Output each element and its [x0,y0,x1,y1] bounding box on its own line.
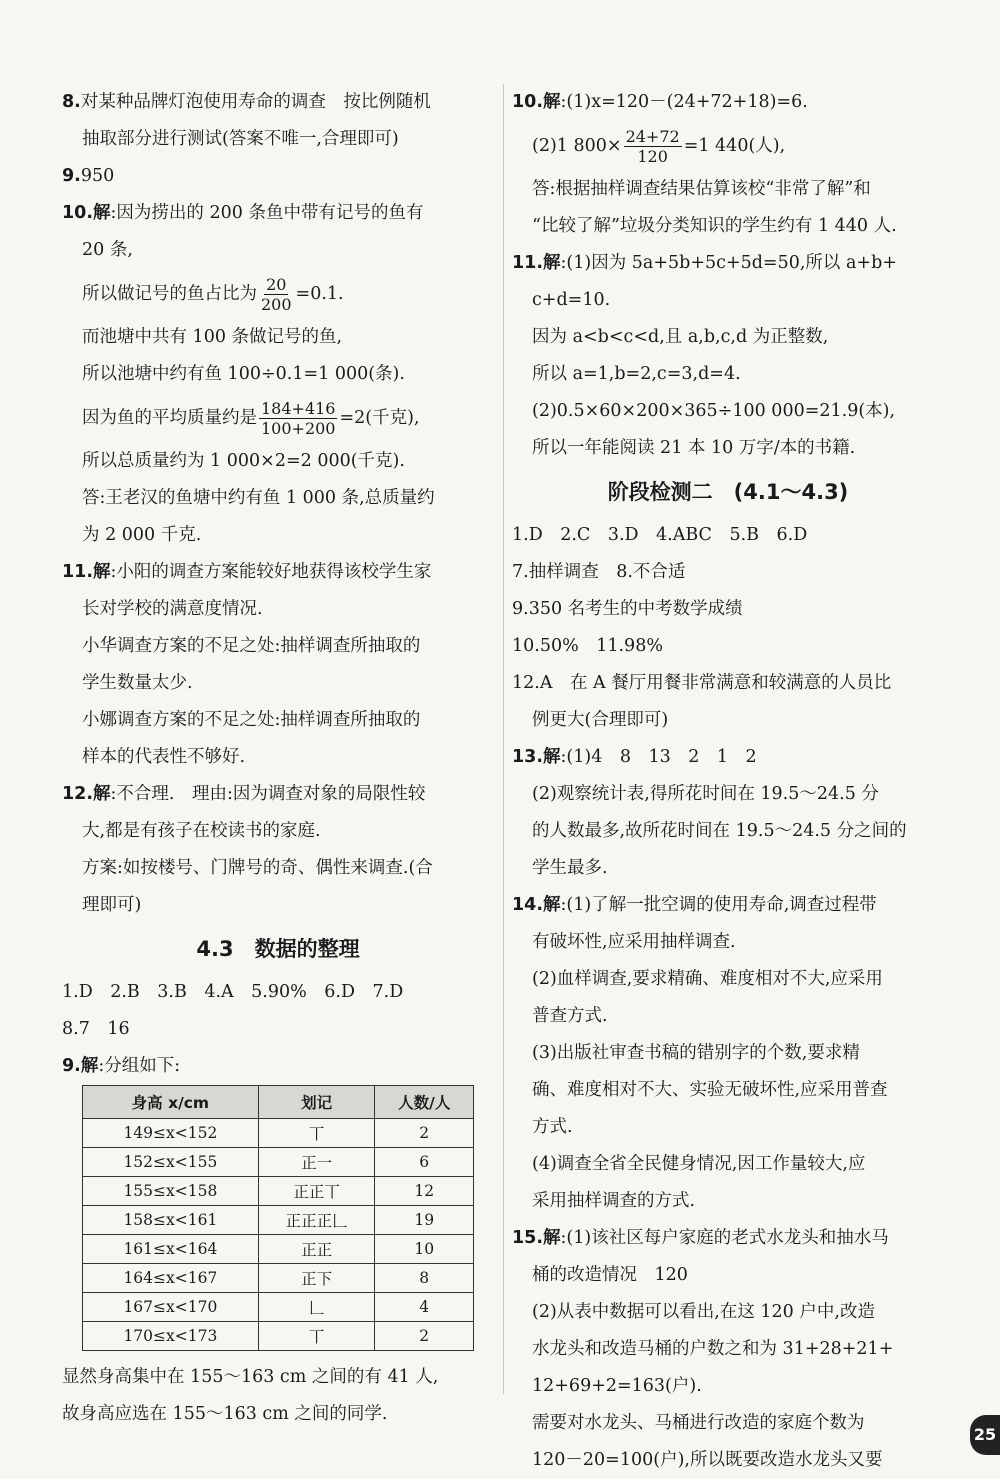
answer-10-line: 所以总质量约为 1 000×2=2 000(千克). [82,451,405,471]
answer-10-line: 为 2 000 千克. [82,525,202,545]
table-cell: 152≤x<155 [83,1148,259,1177]
table-cell: 正正丅 [258,1177,375,1206]
height-tally-table [82,1085,474,1351]
answer-11-right-line: (2)0.5×60×200×365÷100 000=21.9(本), [532,401,896,421]
table-cell: 正正正𠃊 [258,1206,375,1235]
answer-10-fraction-line: 所以做记号的鱼占比为 $\frac{20}{200}$ =0.1. [82,275,344,314]
answer-14-line: 方式. [532,1117,573,1137]
table-cell: 4 [375,1293,474,1322]
page-number: 25 [970,1415,1000,1455]
answer-15-line: 需要对水龙头、马桶进行改造的家庭个数为 [532,1413,865,1433]
answer-9: 9.950 [62,166,115,186]
table-cell: 155≤x<158 [83,1177,259,1206]
table-cell: 正正 [258,1235,375,1264]
answer-12-line: 理即可) [82,895,142,915]
table-conclusion: 显然身高集中在 155～163 cm 之间的有 41 人, [62,1367,439,1387]
answer-13-line: 学生最多. [532,858,608,878]
table-row [83,1148,474,1177]
answer-13: 13.解:(1)4 8 13 2 1 2 [512,747,757,767]
table-cell: 158≤x<161 [83,1206,259,1235]
answer-9-sec: 9.解:分组如下: [62,1056,181,1076]
answer-11-line: 小娜调查方案的不足之处:抽样调查所抽取的 [82,710,421,730]
table-header-row [83,1086,474,1119]
answer-11-right-line: c+d=10. [532,290,611,310]
answer-10-right-line: 答:根据抽样调查结果估算该校“非常了解”和 [532,179,871,199]
table-cell: 2 [375,1322,474,1351]
table-cell: 167≤x<170 [83,1293,259,1322]
answer-11-right-line: 因为 a<b<c<d,且 a,b,c,d 为正整数, [532,327,829,347]
stage-answers-1-6: 1.D 2.C 3.D 4.ABC 5.B 6.D [512,525,808,545]
answer-11-line: 小华调查方案的不足之处:抽样调查所抽取的 [82,636,421,656]
table-cell: 正下 [258,1264,375,1293]
answer-15-line: (2)从表中数据可以看出,在这 120 户中,改造 [532,1302,875,1322]
table-row [83,1206,474,1235]
answer-15-line: 12+69+2=163(户). [532,1376,702,1396]
column-divider [503,84,504,1394]
answer-11-line: 长对学校的满意度情况. [82,599,263,619]
answer-12: 12.解:不合理. 理由:因为调查对象的局限性较 [62,784,426,804]
table-cell: 正一 [258,1148,375,1177]
answer-15-line: 120－20=100(户),所以既要改造水龙头又要 [532,1450,883,1470]
answers-1-7: 1.D 2.B 3.B 4.A 5.90% 6.D 7.D [62,982,404,1002]
answer-13-line: 的人数最多,故所花时间在 19.5～24.5 分之间的 [532,821,907,841]
answer-15-line: 桶的改造情况 120 [532,1265,688,1285]
answer-14-line: 采用抽样调查的方式. [532,1191,696,1211]
answer-13-line: (2)观察统计表,得所花时间在 19.5～24.5 分 [532,784,879,804]
fraction: $\frac{24+72}{120}$ [625,127,680,166]
stage-test-2-title: 阶段检测二 (4.1～4.3) [607,480,849,504]
stage-answer-9: 9.350 名考生的中考数学成绩 [512,599,743,619]
answer-11-right-line: 所以 a=1,b=2,c=3,d=4. [532,364,741,384]
table-cell: 164≤x<167 [83,1264,259,1293]
answer-14-line: (4)调查全省全民健身情况,因工作量较大,应 [532,1154,866,1174]
table-row [83,1264,474,1293]
column-header: 人数/人 [375,1086,474,1119]
answer-15: 15.解:(1)该社区每户家庭的老式水龙头和抽水马 [512,1228,889,1248]
answer-10-line: 答:王老汉的鱼塘中约有鱼 1 000 条,总质量约 [82,488,435,508]
table-cell: 10 [375,1235,474,1264]
answer-15-line: 水龙头和改造马桶的户数之和为 31+28+21+ [532,1339,894,1359]
table-cell: 2 [375,1119,474,1148]
right-column [512,84,944,1479]
fraction: $\frac{20}{200}$ [261,275,292,314]
table-cell: 19 [375,1206,474,1235]
answer-12-line: 大,都是有孩子在校读书的家庭. [82,821,321,841]
stage-answer-12-cont: 例更大(合理即可) [532,710,669,730]
answer-11-line: 学生数量太少. [82,673,193,693]
table-cell: 161≤x<164 [83,1235,259,1264]
section-4-3-title: 4.3 数据的整理 [196,937,360,961]
answer-11-right-line: 所以一年能阅读 21 本 10 万字/本的书籍. [532,438,856,458]
table-row [83,1322,474,1351]
answer-10-right: 10.解:(1)x=120－(24+72+18)=6. [512,92,808,112]
left-column [62,84,494,1433]
answer-10-line: 而池塘中共有 100 条做记号的鱼, [82,327,343,347]
answer-8-cont: 抽取部分进行测试(答案不唯一,合理即可) [82,129,399,149]
table-row [83,1177,474,1206]
answer-14-line: (2)血样调查,要求精确、难度相对不大,应采用 [532,969,883,989]
stage-answers-10-11: 10.50% 11.98% [512,636,663,656]
stage-answers-7-8: 7.抽样调查 8.不合适 [512,562,686,582]
answer-14-line: 有破坏性,应采用抽样调查. [532,932,736,952]
table-cell: 8 [375,1264,474,1293]
answer-14-line: 确、难度相对不大、实验无破坏性,应采用普查 [532,1080,888,1100]
answer-10-line: 所以池塘中约有鱼 100÷0.1=1 000(条). [82,364,405,384]
answer-12-line: 方案:如按楼号、门牌号的奇、偶性来调查.(合 [82,858,433,878]
answer-14-line: 普查方式. [532,1006,608,1026]
answer-10-line: 20 条, [82,240,133,260]
column-header: 划记 [258,1086,375,1119]
table-cell: 丅 [258,1119,375,1148]
answer-8-sec: 8.7 16 [62,1019,130,1039]
answer-14-line: (3)出版社审查书稿的错别字的个数,要求精 [532,1043,860,1063]
table-row [83,1119,474,1148]
answer-10-right-fraction-line: (2)1 800× $\frac{24+72}{120}$ =1 440(人), [532,127,786,166]
table-cell: 170≤x<173 [83,1322,259,1351]
stage-answer-12: 12.A 在 A 餐厅用餐非常满意和较满意的人员比 [512,673,892,693]
answer-10-right-line: “比较了解”垃圾分类知识的学生约有 1 440 人. [532,216,897,236]
fraction: $\frac{184+416}{100+200}$ [261,399,336,438]
answer-10-fraction-line: 因为鱼的平均质量约是 $\frac{184+416}{100+200}$ =2(千克), [82,399,420,438]
table-cell: 𠃊 [258,1293,375,1322]
table-cell: 12 [375,1177,474,1206]
table-cell: 丅 [258,1322,375,1351]
table-row [83,1293,474,1322]
answer-8: 8.对某种品牌灯泡使用寿命的调查 按比例随机 [62,92,431,112]
answer-10: 10.解:因为捞出的 200 条鱼中带有记号的鱼有 [62,203,424,223]
column-header: 身高 x/cm [83,1086,259,1119]
table-cell: 149≤x<152 [83,1119,259,1148]
answer-14: 14.解:(1)了解一批空调的使用寿命,调查过程带 [512,895,877,915]
table-cell: 6 [375,1148,474,1177]
answer-11: 11.解:小阳的调查方案能较好地获得该校学生家 [62,562,432,582]
table-conclusion: 故身高应选在 155～163 cm 之间的同学. [62,1404,388,1424]
answer-11-line: 样本的代表性不够好. [82,747,246,767]
answer-11-right: 11.解:(1)因为 5a+5b+5c+5d=50,所以 a+b+ [512,253,897,273]
table-row [83,1235,474,1264]
